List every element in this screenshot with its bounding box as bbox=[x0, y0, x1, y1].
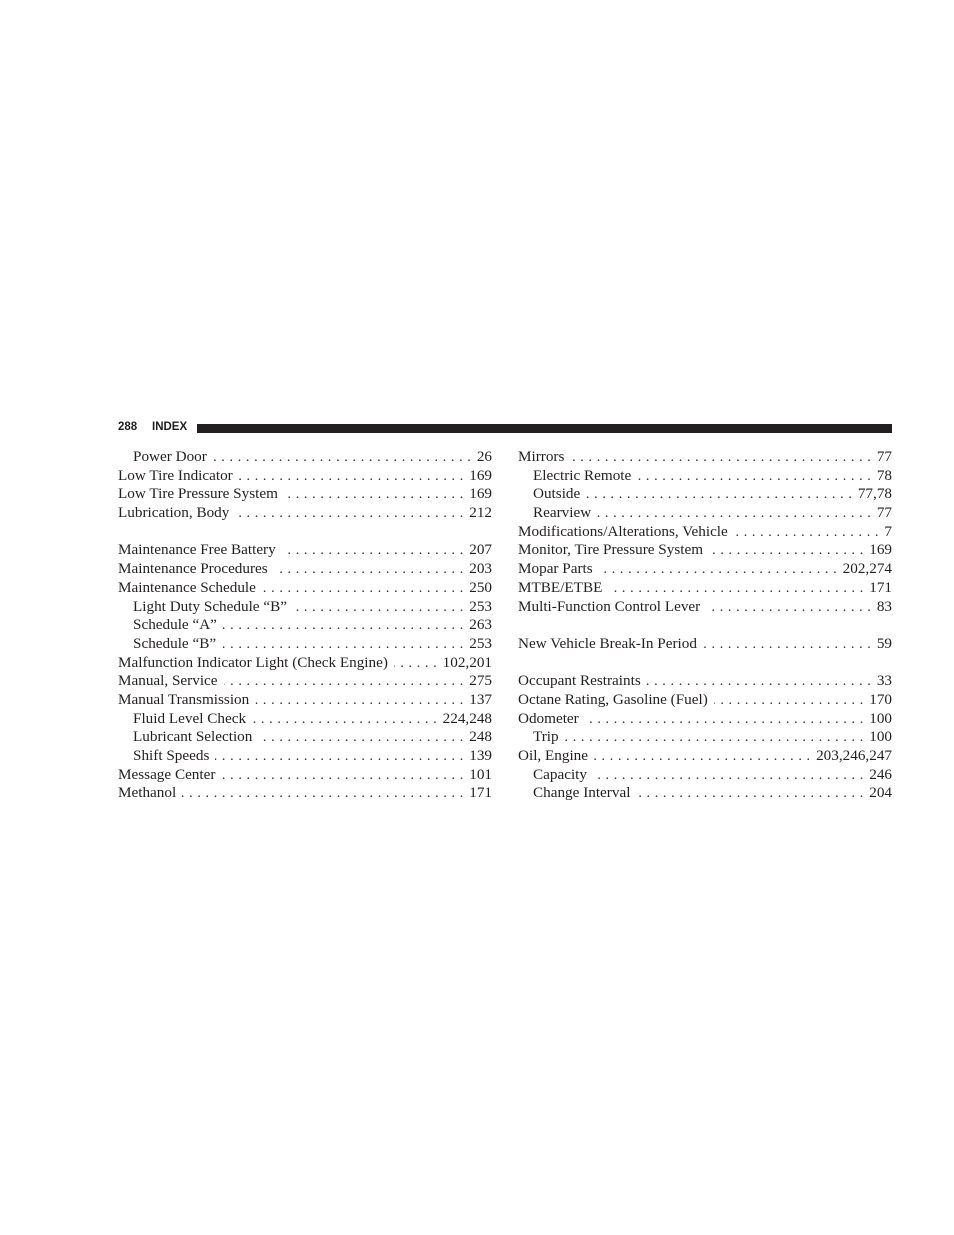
dot-leader bbox=[608, 580, 863, 599]
entry-label: Capacity bbox=[533, 765, 587, 783]
dot-leader bbox=[703, 636, 871, 655]
entry-pages: 202,274 bbox=[842, 560, 892, 578]
section-title: INDEX bbox=[152, 421, 188, 433]
index-entry bbox=[518, 598, 892, 617]
dot-leader bbox=[565, 729, 864, 748]
entry-label: Lubricant Selection bbox=[133, 728, 253, 746]
dot-leader bbox=[714, 692, 863, 711]
entry-pages: 137 bbox=[469, 690, 492, 708]
page-header bbox=[118, 419, 892, 437]
dot-leader bbox=[215, 748, 463, 767]
index-subentry bbox=[118, 635, 492, 654]
entry-pages: 203 bbox=[469, 560, 492, 578]
entry-pages: 139 bbox=[469, 747, 492, 764]
header-rule bbox=[197, 424, 892, 433]
entry-pages: 171 bbox=[469, 784, 492, 802]
entry-label: Manual, Service bbox=[118, 672, 218, 690]
dot-leader bbox=[599, 561, 837, 580]
dot-leader bbox=[274, 561, 464, 580]
entry-label: Maintenance Procedures bbox=[118, 560, 268, 578]
dot-leader bbox=[255, 692, 463, 711]
index-entry bbox=[518, 448, 892, 467]
dot-leader bbox=[586, 486, 852, 505]
dot-leader bbox=[182, 785, 463, 804]
dot-leader bbox=[594, 748, 810, 767]
entry-label: Malfunction Indicator Light (Check Engine) bbox=[118, 653, 388, 671]
dot-leader bbox=[224, 673, 464, 692]
entry-label: MTBE/ETBE bbox=[518, 578, 603, 596]
entry-label: Electric Remote bbox=[533, 466, 632, 484]
entry-label: Schedule “B” bbox=[133, 634, 217, 652]
dot-leader bbox=[647, 673, 871, 692]
entry-pages: 203,246,247 bbox=[816, 747, 892, 764]
index-spacer bbox=[118, 523, 492, 542]
entry-pages: 248 bbox=[469, 728, 492, 746]
index-entry bbox=[518, 560, 892, 579]
entry-label: Shift Speeds bbox=[133, 747, 210, 764]
entry-label: Mirrors bbox=[518, 448, 565, 465]
entry-pages: 33 bbox=[876, 672, 892, 690]
index-entry bbox=[118, 485, 492, 504]
index-spacer bbox=[518, 654, 892, 673]
entry-label: Monitor, Tire Pressure System bbox=[518, 541, 704, 559]
entry-label: Oil, Engine bbox=[518, 747, 589, 764]
entry-label: Mopar Parts bbox=[518, 560, 593, 578]
index-subentry bbox=[518, 728, 892, 747]
entry-label: Schedule “A” bbox=[133, 616, 217, 634]
dot-leader bbox=[637, 468, 871, 487]
index-subentry bbox=[518, 504, 892, 523]
entry-label: Light Duty Schedule “B” bbox=[133, 597, 287, 615]
index-entry bbox=[118, 467, 492, 486]
entry-pages: 171 bbox=[869, 578, 892, 596]
dot-leader bbox=[213, 449, 471, 468]
entry-label: Power Door bbox=[133, 448, 207, 465]
index-entry bbox=[518, 541, 892, 560]
entry-label: Maintenance Free Battery bbox=[118, 541, 276, 559]
entry-pages: 204 bbox=[869, 784, 892, 802]
entry-pages: 100 bbox=[869, 709, 892, 727]
entry-label: Rearview bbox=[533, 504, 592, 522]
entry-pages: 275 bbox=[469, 672, 492, 690]
dot-leader bbox=[252, 711, 437, 730]
index-subentry bbox=[118, 448, 492, 467]
entry-pages: 77 bbox=[876, 448, 892, 465]
entry-label: Fluid Level Check bbox=[133, 709, 247, 727]
index-subentry bbox=[118, 747, 492, 766]
dot-leader bbox=[734, 524, 879, 543]
index-subentry bbox=[118, 616, 492, 635]
entry-label: Multi-Function Control Lever bbox=[518, 597, 701, 615]
entry-label: Methanol bbox=[118, 784, 177, 802]
entry-pages: 26 bbox=[476, 448, 492, 465]
dot-leader bbox=[585, 711, 863, 730]
index-entry bbox=[118, 654, 492, 673]
index-subentry bbox=[518, 766, 892, 785]
entry-label: Lubrication, Body bbox=[118, 504, 230, 522]
entry-label: Manual Transmission bbox=[118, 690, 250, 708]
dot-leader bbox=[258, 729, 463, 748]
entry-pages: 77 bbox=[876, 504, 892, 522]
entry-label: Modifications/Alterations, Vehicle bbox=[518, 522, 728, 540]
dot-leader bbox=[282, 542, 464, 561]
dot-leader bbox=[222, 636, 463, 655]
index-entry bbox=[518, 691, 892, 710]
dot-leader bbox=[597, 505, 871, 524]
entry-pages: 224,248 bbox=[442, 709, 492, 727]
index-entry bbox=[518, 635, 892, 654]
entry-label: Occupant Restraints bbox=[518, 672, 641, 690]
dot-leader bbox=[235, 505, 463, 524]
entry-pages: 77,78 bbox=[857, 485, 892, 503]
entry-pages: 169 bbox=[469, 466, 492, 484]
index-entry bbox=[118, 541, 492, 560]
entry-pages: 169 bbox=[469, 485, 492, 503]
dot-leader bbox=[262, 580, 463, 599]
index-entry bbox=[118, 691, 492, 710]
dot-leader bbox=[636, 785, 863, 804]
dot-leader bbox=[284, 486, 463, 505]
index-subentry bbox=[518, 485, 892, 504]
dot-leader bbox=[709, 542, 863, 561]
dot-leader bbox=[293, 599, 463, 618]
index-entry bbox=[118, 560, 492, 579]
index-entry bbox=[118, 672, 492, 691]
entry-pages: 212 bbox=[469, 504, 492, 522]
index-subentry bbox=[118, 710, 492, 729]
entry-label: Low Tire Indicator bbox=[118, 466, 233, 484]
entry-label: Change Interval bbox=[533, 784, 631, 802]
index-entry bbox=[118, 784, 492, 803]
entry-label: Message Center bbox=[118, 765, 216, 783]
dot-leader bbox=[394, 655, 437, 674]
entry-pages: 170 bbox=[869, 690, 892, 708]
entry-pages: 253 bbox=[469, 597, 492, 615]
index-entry bbox=[518, 579, 892, 598]
index-spacer bbox=[518, 616, 892, 635]
entry-pages: 246 bbox=[869, 765, 892, 783]
entry-pages: 83 bbox=[876, 597, 892, 615]
entry-pages: 7 bbox=[884, 522, 892, 540]
index-entry bbox=[518, 523, 892, 542]
entry-pages: 253 bbox=[469, 634, 492, 652]
index-entry bbox=[518, 710, 892, 729]
entry-pages: 101 bbox=[469, 765, 492, 783]
index-entry bbox=[118, 579, 492, 598]
index-column-right bbox=[518, 448, 892, 803]
index-subentry bbox=[518, 467, 892, 486]
entry-label: Outside bbox=[533, 485, 581, 503]
entry-label: Low Tire Pressure System bbox=[118, 485, 278, 503]
dot-leader bbox=[221, 767, 463, 786]
entry-pages: 207 bbox=[469, 541, 492, 559]
index-entry bbox=[118, 766, 492, 785]
dot-leader bbox=[706, 599, 871, 618]
entry-pages: 263 bbox=[469, 616, 492, 634]
entry-label: Trip bbox=[533, 728, 559, 746]
entry-label: Octane Rating, Gasoline (Fuel) bbox=[518, 690, 708, 708]
index-entry bbox=[518, 672, 892, 691]
dot-leader bbox=[223, 617, 463, 636]
index-subentry bbox=[518, 784, 892, 803]
index-entry bbox=[118, 504, 492, 523]
entry-label: New Vehicle Break-In Period bbox=[518, 634, 697, 652]
dot-leader bbox=[570, 449, 870, 468]
index-column-left bbox=[118, 448, 492, 803]
entry-pages: 78 bbox=[876, 466, 892, 484]
entry-pages: 59 bbox=[876, 634, 892, 652]
dot-leader bbox=[593, 767, 863, 786]
index-subentry bbox=[118, 598, 492, 617]
entry-pages: 169 bbox=[869, 541, 892, 559]
entry-label: Odometer bbox=[518, 709, 579, 727]
page-number: 288 bbox=[118, 421, 138, 433]
entry-pages: 250 bbox=[469, 578, 492, 596]
entry-pages: 102,201 bbox=[442, 653, 492, 671]
dot-leader bbox=[239, 468, 463, 487]
index-entry bbox=[518, 747, 892, 766]
entry-pages: 100 bbox=[869, 728, 892, 746]
index-subentry bbox=[118, 728, 492, 747]
entry-label: Maintenance Schedule bbox=[118, 578, 256, 596]
